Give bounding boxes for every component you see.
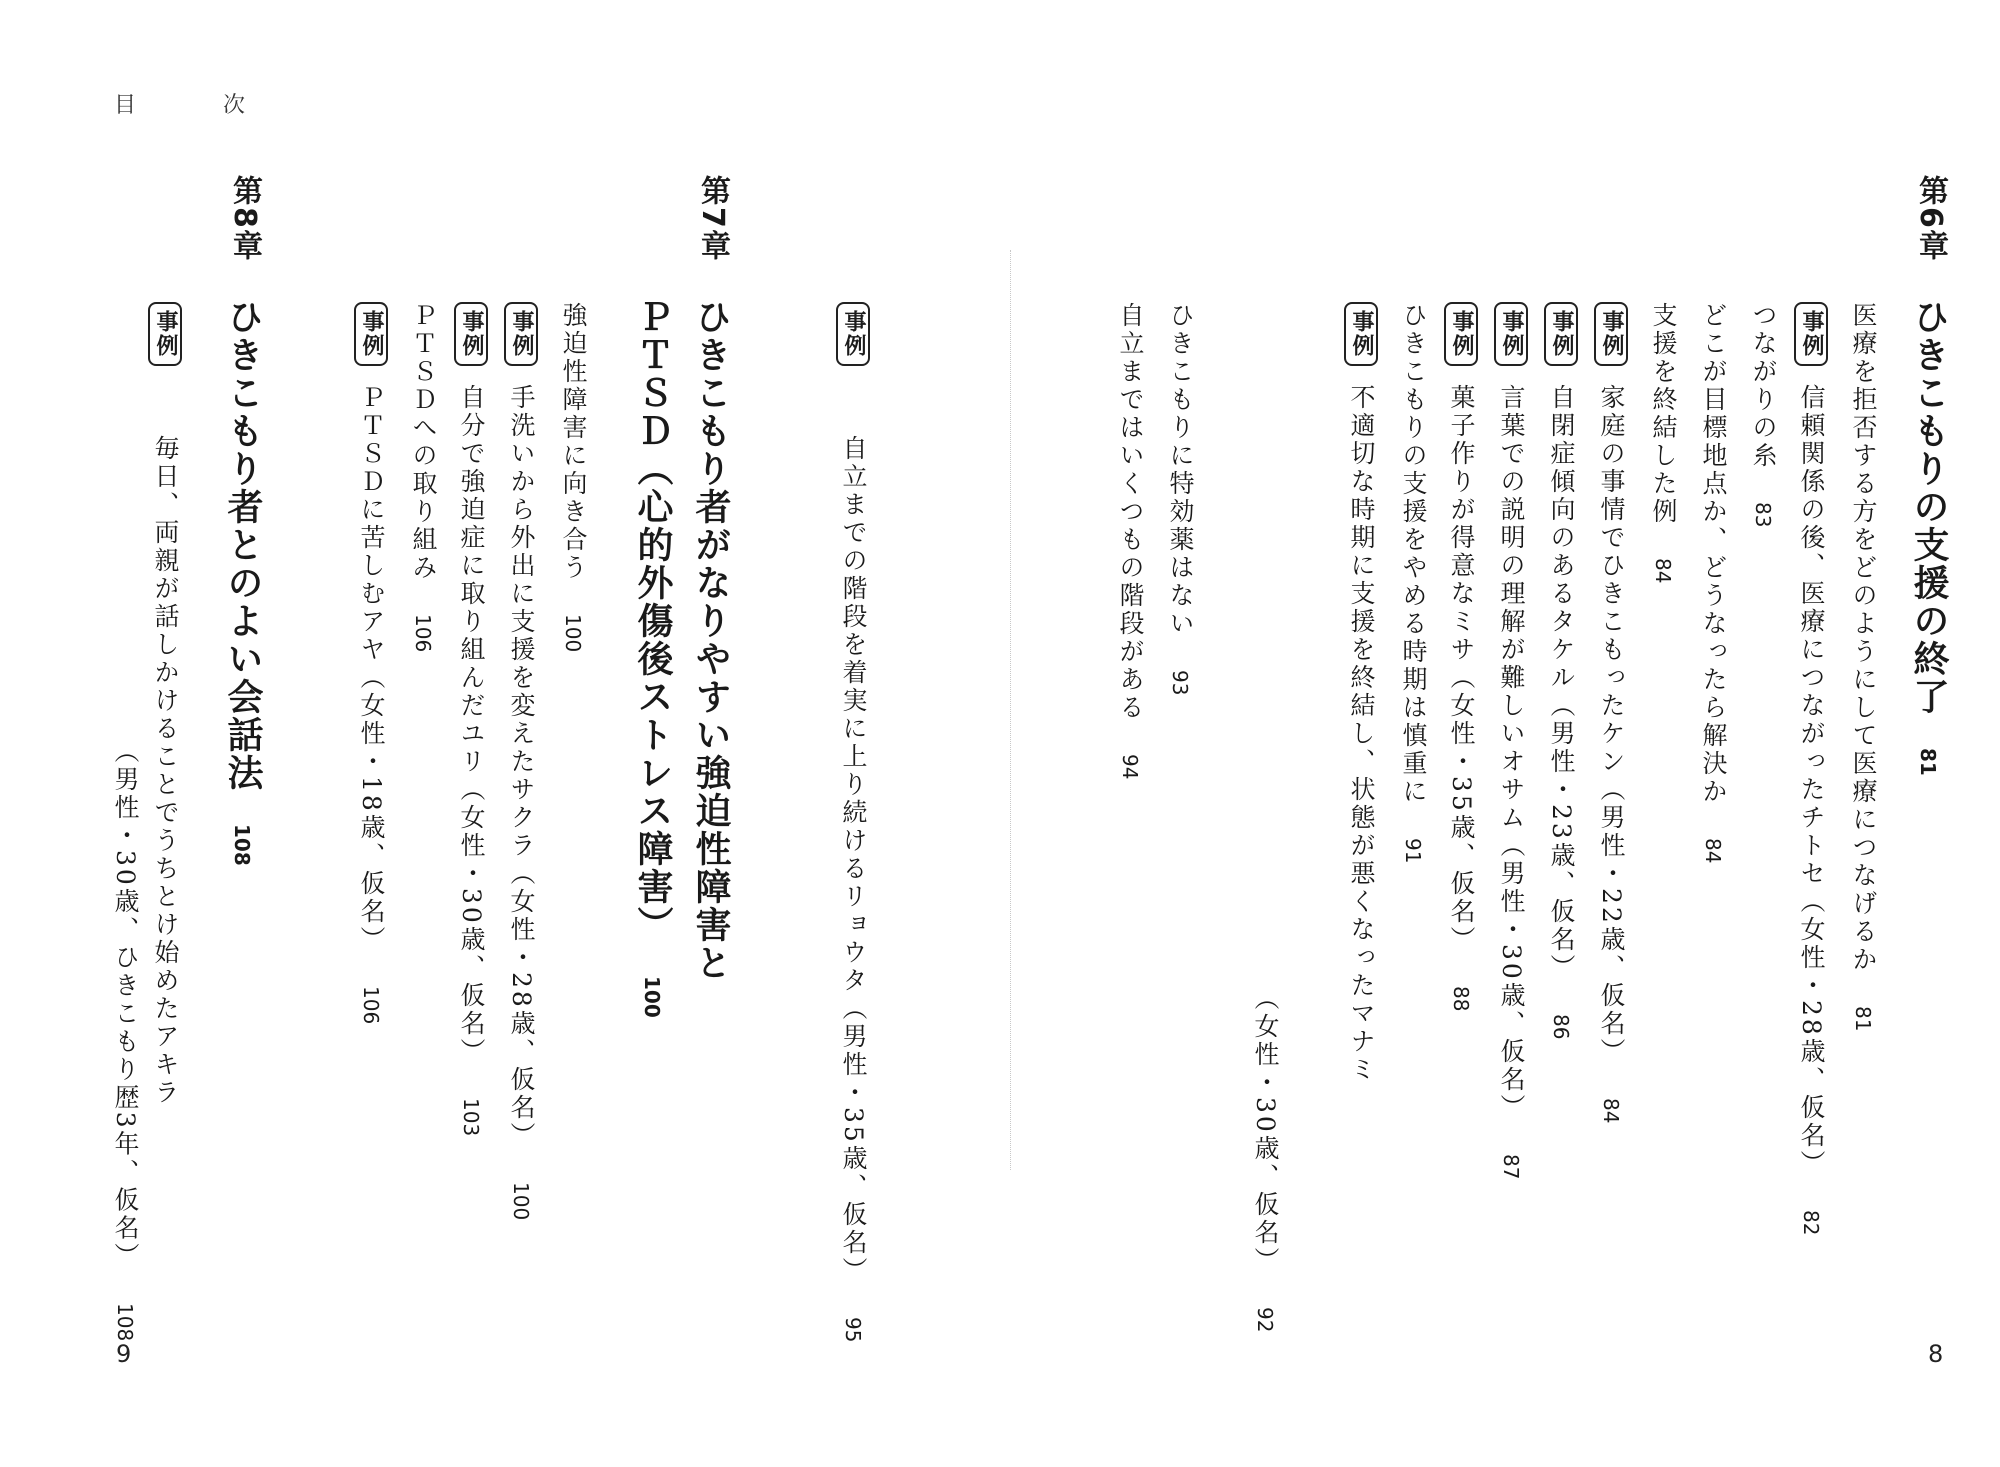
page-ref: 92 xyxy=(1253,1306,1277,1333)
page-ref: 103 xyxy=(459,1097,483,1136)
entry-text: 毎日、両親が話しかけることでうちとけ始めたアキラ xyxy=(151,434,180,1107)
chapter-8-title xyxy=(221,298,264,866)
page-ref: 88 xyxy=(1449,985,1473,1012)
toc-entry-case xyxy=(1794,302,1828,1235)
toc-entry xyxy=(1748,302,1778,527)
toc-entry xyxy=(1398,302,1428,863)
entry-text: 菓子作りが得意なミサ（女性・35歳、仮名） xyxy=(1447,384,1476,954)
toc-entry-continuation xyxy=(110,738,140,1341)
toc-entry xyxy=(558,302,588,652)
page-ref: 83 xyxy=(1751,502,1775,528)
entry-text: ＰＴＳＤへの取り組み xyxy=(409,302,438,582)
chapter-title-text: ひきこもり者とのよい会話法 xyxy=(222,298,263,792)
chapter-6-title xyxy=(1907,298,1950,776)
entry-continuation: （女性・30歳、仮名） xyxy=(1251,985,1280,1275)
chapter-7-label: 第7章 xyxy=(695,175,730,262)
toc-entry-case xyxy=(504,302,538,1220)
page-ref: 94 xyxy=(1118,754,1142,780)
gutter-divider xyxy=(1010,250,1011,1170)
page-ref: 82 xyxy=(1799,1209,1823,1236)
chapter-8-label: 第8章 xyxy=(227,175,262,262)
toc-entry xyxy=(408,302,438,652)
chapter-7-title-line-1 xyxy=(689,298,732,982)
entry-continuation: （男性・30歳、ひきこもり歴3年、仮名） xyxy=(111,738,140,1271)
page-ref: 86 xyxy=(1549,1013,1573,1040)
case-badge: 事例 xyxy=(1544,302,1578,366)
toc-entry-continuation xyxy=(1250,985,1280,1332)
toc-entry-case xyxy=(148,302,182,1107)
case-badge: 事例 xyxy=(1494,302,1528,366)
case-badge: 事例 xyxy=(354,302,388,366)
page-ref: 84 xyxy=(1599,1097,1623,1124)
chapter-title-text: ひきこもり者がなりやすい強迫性障害と xyxy=(690,298,731,982)
entry-text: 自立まではいくつもの階段がある xyxy=(1116,302,1145,722)
entry-text: 手洗いから外出に支援を変えたサクラ（女性・28歳、仮名） xyxy=(507,384,536,1150)
entry-text: つながりの糸 xyxy=(1749,302,1778,470)
page-ref: 100 xyxy=(561,614,585,653)
case-badge: 事例 xyxy=(454,302,488,366)
entry-text: 不適切な時期に支援を終結し、状態が悪くなったマナミ xyxy=(1347,384,1376,1084)
toc-entry xyxy=(1115,302,1145,779)
case-badge: 事例 xyxy=(1594,302,1628,366)
toc-entry-case xyxy=(1344,302,1378,1084)
page-number-right: 8 xyxy=(1928,1340,1944,1368)
toc-entry-case xyxy=(354,302,388,1024)
case-badge: 事例 xyxy=(1344,302,1378,366)
entry-text: ひきこもりに特効薬はない xyxy=(1166,302,1195,638)
page-ref: 81 xyxy=(1851,1006,1875,1032)
page-ref: 106 xyxy=(411,614,435,653)
chapter-title-text: ひきこもりの支援の終了 xyxy=(1908,298,1949,716)
entry-text: 自立までの階段を着実に上り続けるリョウタ（男性・35歳、仮名） xyxy=(839,434,868,1285)
entry-text: 家庭の事情でひきこもったケン（男性・22歳、仮名） xyxy=(1597,384,1626,1066)
page-ref: 108 xyxy=(113,1302,137,1341)
toc-entry xyxy=(1648,302,1678,583)
case-badge: 事例 xyxy=(1444,302,1478,366)
toc-entry-case xyxy=(836,302,870,1342)
toc-entry-case xyxy=(1594,302,1628,1123)
page-ref: 95 xyxy=(841,1316,865,1343)
page-ref: 87 xyxy=(1499,1153,1523,1180)
page-ref: 100 xyxy=(509,1181,533,1220)
case-badge: 事例 xyxy=(836,302,870,366)
toc-entry xyxy=(1698,302,1728,863)
toc-entry-case xyxy=(1544,302,1578,1039)
page-ref: 84 xyxy=(1651,558,1675,584)
entry-text: 信頼関係の後、医療につながったチトセ（女性・28歳、仮名） xyxy=(1797,384,1826,1178)
toc-entry-case xyxy=(1494,302,1528,1179)
case-badge: 事例 xyxy=(1794,302,1828,366)
toc-entry xyxy=(1848,302,1878,1031)
page-ref: 108 xyxy=(230,824,254,866)
running-head: 目 次 xyxy=(114,93,285,118)
entry-text: 医療を拒否する方をどのようにして医療につなげるか xyxy=(1849,302,1878,974)
toc-entry-case xyxy=(454,302,488,1136)
entry-text: ひきこもりの支援をやめる時期は慎重に xyxy=(1399,302,1428,806)
page-ref: 84 xyxy=(1701,838,1725,864)
entry-text: どこが目標地点か、どうなったら解決か xyxy=(1699,302,1728,806)
entry-text: 強迫性障害に向き合う xyxy=(559,302,588,582)
entry-text: 自閉症傾向のあるタケル（男性・23歳、仮名） xyxy=(1547,384,1576,982)
page-ref: 81 xyxy=(1916,748,1940,776)
entry-text: 自分で強迫症に取り組んだユリ（女性・30歳、仮名） xyxy=(457,384,486,1066)
case-badge: 事例 xyxy=(148,302,182,366)
page-ref: 91 xyxy=(1401,838,1425,864)
chapter-title-text: ＰＴＳＤ（心的外傷後ストレス障害） xyxy=(632,298,673,944)
chapter-7-title-line-2 xyxy=(631,298,674,1018)
entry-text: ＰＴＳＤに苦しむアヤ（女性・18歳、仮名） xyxy=(357,384,386,954)
toc-entry-case xyxy=(1444,302,1478,1011)
entry-text: 言葉での説明の理解が難しいオサム（男性・30歳、仮名） xyxy=(1497,384,1526,1122)
page-ref: 93 xyxy=(1168,670,1192,696)
case-badge: 事例 xyxy=(504,302,538,366)
page-ref: 100 xyxy=(640,976,664,1018)
entry-text: 支援を終結した例 xyxy=(1649,302,1678,526)
page-ref: 106 xyxy=(359,985,383,1024)
chapter-6-label: 第6章 xyxy=(1913,175,1948,262)
toc-entry xyxy=(1165,302,1195,695)
page-number-left: 9 xyxy=(116,1340,132,1368)
